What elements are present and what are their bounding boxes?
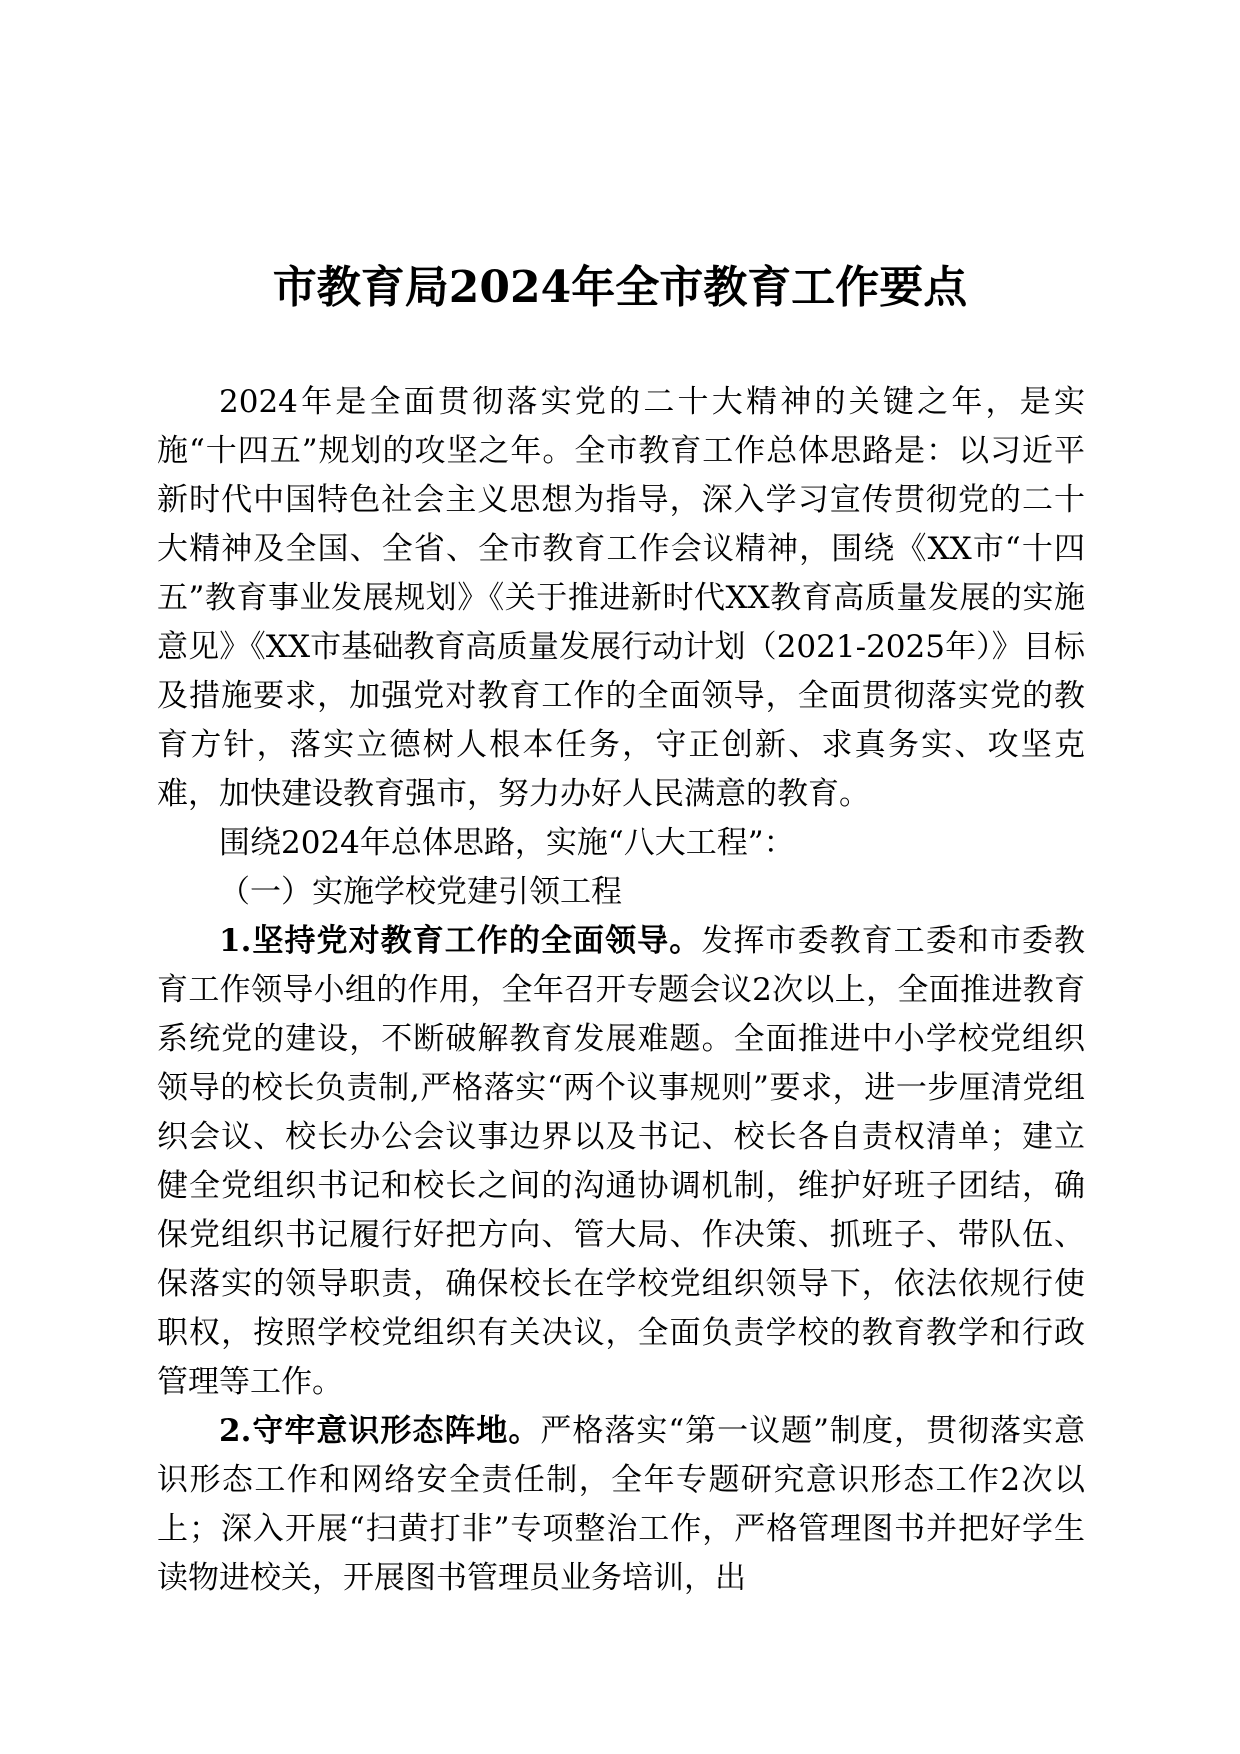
item-lead: 1.坚持党对教育工作的全面领导。	[219, 923, 702, 959]
section-heading: （一）实施学校党建引领工程	[219, 874, 622, 910]
item-paragraph	[157, 917, 1085, 1407]
item-text: 严格落实“第一议题”制度，贯彻落实意识形态工作和网络安全责任制，全年专题研究意识形态工作2次以上；深入开展“扫黄打非”专项整治工作，严格管理图书并把好学生读物进校关，开展图书管理员业务培训，出	[157, 1413, 1085, 1596]
overview-paragraph: 围绕2024年总体思路，实施“八大工程”：	[219, 825, 795, 861]
document-title: 市教育局2024年全市教育工作要点	[272, 262, 968, 313]
item-text: 发挥市委教育工委和市委教育工作领导小组的作用，全年召开专题会议2次以上，全面推进教育系统党的建设，不断破解教育发展难题。全面推进中小学校党组织领导的校长负责制,严格落实“两个议事规则”要求，进一步厘清党组织会议、校长办公会议事边界以及书记、校长各自责权清单；建立健全党组织书记和校长之间的沟通协调机制，维护好班子团结，确保党组织书记履行好把方向、管大局、作决策、抓班子、带队伍、保落实的领导职责，确保校长在学校党组织领导下，依法依规行使职权，按照学校党组织有关决议，全面负责学校的教育教学和行政管理等工作。	[157, 923, 1085, 1400]
intro-paragraph: 2024年是全面贯彻落实党的二十大精神的关键之年，是实施“十四五”规划的攻坚之年。全市教育工作总体思路是：以习近平新时代中国特色社会主义思想为指导，深入学习宣传贯彻党的二十大精神及全国、全省、全市教育工作会议精神，围绕《XX市“十四五”教育事业发展规划》《关于推进新时代XX教育高质量发展的实施意见》《XX市基础教育高质量发展行动计划（2021-2025年）》目标及措施要求，加强党对教育工作的全面领导，全面贯彻落实党的教育方针，落实立德树人根本任务，守正创新、求真务实、攻坚克难，加快建设教育强市，努力办好人民满意的教育。	[157, 384, 1085, 812]
document-body	[157, 378, 1085, 1603]
item-lead: 2.守牢意识形态阵地。	[219, 1413, 541, 1449]
item-paragraph	[157, 1407, 1085, 1603]
